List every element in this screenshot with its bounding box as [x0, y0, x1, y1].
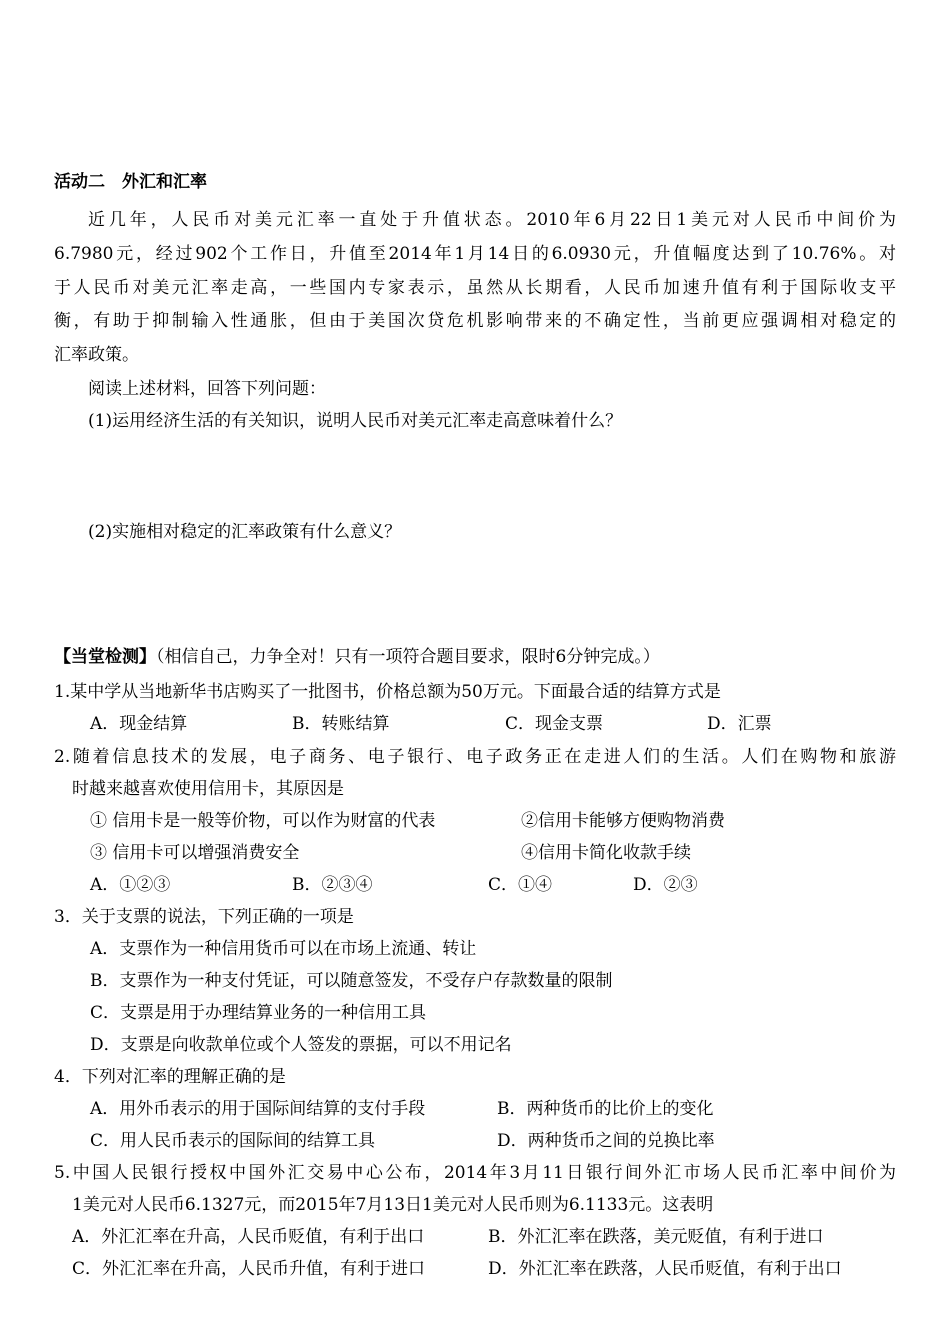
mc-q5-stem-line-2: 1美元对人民币6.1327元，而2015年7月13日1美元对人民币则为6.1133元。这表明	[72, 1195, 714, 1215]
check-header	[54, 646, 660, 668]
paragraph-line-3: 于人民币对美元汇率走高，一些国内专家表示，虽然从长期看，人民币加速升值有利于国际收支平	[54, 278, 896, 298]
mc-q5-option-d: D．外汇汇率在跌落，人民币贬值，有利于出口	[488, 1259, 842, 1279]
mc-q4-option-d: D．两种货币之间的兑换比率	[497, 1131, 715, 1151]
paragraph-line-4: 衡，有助于抑制输入性通胀，但由于美国次贷危机影响带来的不确定性，当前更应强调相对稳定的	[54, 311, 896, 331]
mc-q3-option-d: D．支票是向收款单位或个人签发的票据，可以不用记名	[90, 1035, 512, 1055]
mc-q4-stem: 4．下列对汇率的理解正确的是	[54, 1067, 286, 1087]
mc-q1-option-d: D．汇票	[707, 714, 772, 734]
mc-q5-option-b: B．外汇汇率在跌落，美元贬值，有利于进口	[488, 1227, 824, 1247]
check-note: （相信自己，力争全对！只有一项符合题目要求，限时6分钟完成。）	[156, 647, 660, 667]
mc-q3-stem: 3．关于支票的说法，下列正确的一项是	[54, 907, 354, 927]
mc-q4-option-a: A．用外币表示的用于国际间结算的支付手段	[90, 1099, 426, 1119]
mc-q4-option-c: C．用人民币表示的国际间的结算工具	[90, 1131, 376, 1151]
mc-q1-option-c: C．现金支票	[505, 714, 604, 734]
mc-q2-item-2: ②信用卡能够方便购物消费	[521, 811, 725, 831]
question-1: (1)运用经济生活的有关知识，说明人民币对美元汇率走高意味着什么？	[88, 411, 623, 431]
mc-q2-option-d: D．②③	[633, 875, 698, 895]
mc-q1-option-a: A．现金结算	[90, 714, 188, 734]
mc-q2-item-1: ① 信用卡是一般等价物，可以作为财富的代表	[90, 811, 436, 831]
mc-q2-stem-line-2: 时越来越喜欢使用信用卡，其原因是	[72, 779, 344, 799]
mc-q5-stem-line-1: 5.中国人民银行授权中国外汇交易中心公布，2014年3月11日银行间外汇市场人民币汇率中间价为	[54, 1163, 896, 1183]
mc-q4-option-b: B．两种货币的比价上的变化	[497, 1099, 714, 1119]
mc-q3-option-b: B．支票作为一种支付凭证，可以随意签发，不受存户存款数量的限制	[90, 971, 613, 991]
mc-q5-option-a: A．外汇汇率在升高，人民币贬值，有利于出口	[72, 1227, 425, 1247]
mc-q2-option-a: A．①②③	[90, 875, 171, 895]
mc-q3-option-a: A．支票作为一种信用货币可以在市场上流通、转让	[90, 939, 477, 959]
question-2: (2)实施相对稳定的汇率政策有什么意义？	[88, 522, 402, 542]
mc-q5-option-c: C．外汇汇率在升高，人民币升值，有利于进口	[72, 1259, 426, 1279]
instruction: 阅读上述材料，回答下列问题：	[88, 379, 326, 399]
check-heading: 【当堂检测】	[54, 647, 156, 667]
mc-q1-option-b: B．转账结算	[292, 714, 390, 734]
mc-q2-option-b: B．②③④	[292, 875, 373, 895]
paragraph-line-1: 近几年，人民币对美元汇率一直处于升值状态。2010年6月22日1美元对人民币中间价为	[88, 210, 896, 230]
mc-q2-item-3: ③ 信用卡可以增强消费安全	[90, 843, 300, 863]
mc-q2-stem-line-1: 2.随着信息技术的发展，电子商务、电子银行、电子政务正在走进人们的生活。人们在购物和旅游	[54, 747, 896, 767]
mc-q3-option-c: C．支票是用于办理结算业务的一种信用工具	[90, 1003, 427, 1023]
paragraph-line-5: 汇率政策。	[54, 345, 139, 365]
mc-q1-stem: 1.某中学从当地新华书店购买了一批图书，价格总额为50万元。下面最合适的结算方式是	[54, 682, 721, 702]
paragraph-line-2: 6.7980元，经过902个工作日，升值至2014年1月14日的6.0930元，升值幅度达到了10.76%。对	[54, 244, 896, 264]
activity-title: 活动二 外汇和汇率	[54, 172, 207, 192]
mc-q2-item-4: ④信用卡简化收款手续	[521, 843, 691, 863]
mc-q2-option-c: C．①④	[488, 875, 553, 895]
